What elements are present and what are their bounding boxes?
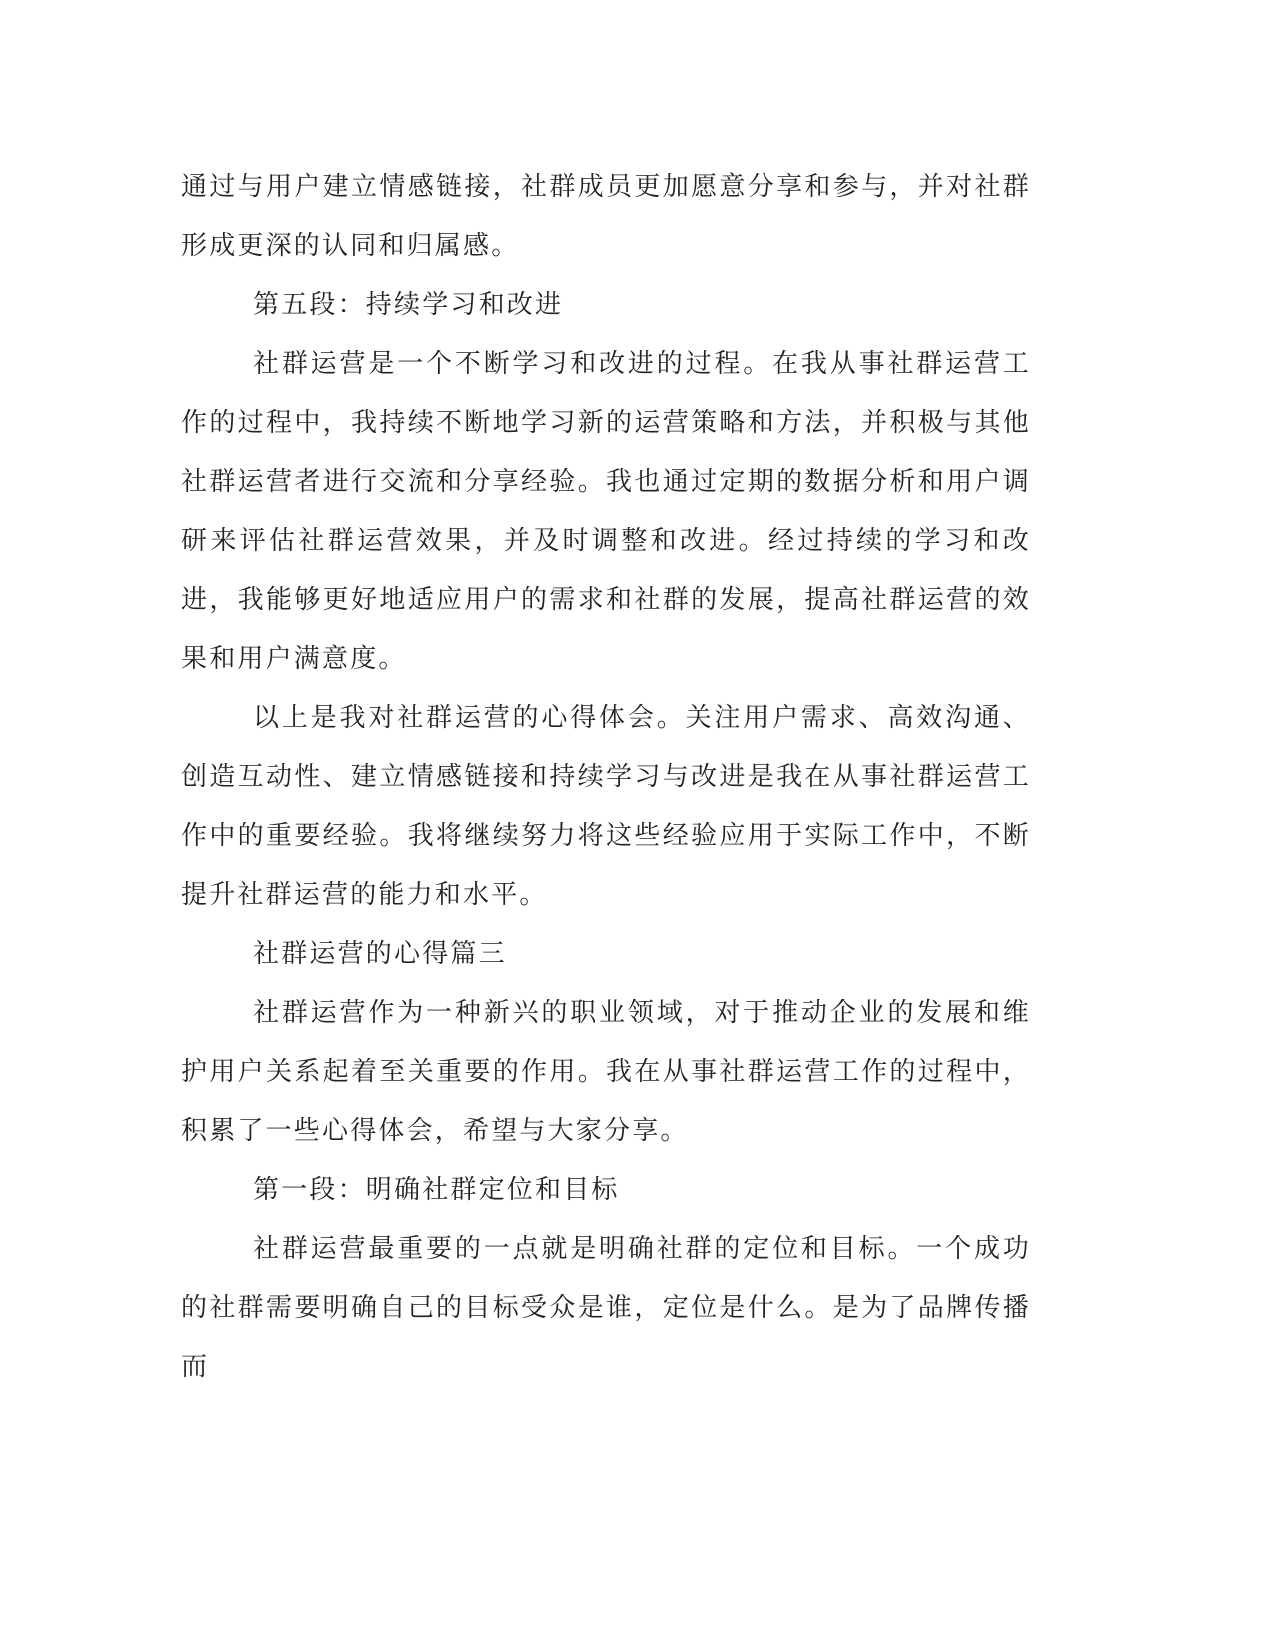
paragraph-intro: 社群运营作为一种新兴的职业领域，对于推动企业的发展和维护用户关系起着至关重要的作用。我在从事社群运营工作的过程中，积累了一些心得体会，希望与大家分享。: [181, 998, 1031, 1146]
paragraph-continuation: 通过与用户建立情感链接，社群成员更加愿意分享和参与，并对社群形成更深的认同和归属感。: [181, 172, 1031, 261]
section-heading-part5: 第五段：持续学习和改进: [253, 290, 564, 320]
article-title-part3: 社群运营的心得篇三: [253, 939, 507, 969]
paragraph-positioning: 社群运营最重要的一点就是明确社群的定位和目标。一个成功的社群需要明确自己的目标受众是谁，定位是什么。是为了品牌传播而: [181, 1234, 1031, 1382]
paragraph-learning: 社群运营是一个不断学习和改进的过程。在我从事社群运营工作的过程中，我持续不断地学习新的运营策略和方法，并积极与其他社群运营者进行交流和分享经验。我也通过定期的数据分析和用户调研来评估社群运营效果，并及时调整和改进。经过持续的学习和改进，我能够更好地适应用户的需求和社群的发展，提高社群运营的效果和用户满意度。: [181, 349, 1031, 674]
paragraph-summary: 以上是我对社群运营的心得体会。关注用户需求、高效沟通、创造互动性、建立情感链接和持续学习与改进是我在从事社群运营工作中的重要经验。我将继续努力将这些经验应用于实际工作中，不断提升社群运营的能力和水平。: [181, 703, 1031, 910]
document-body: [181, 158, 1031, 1397]
section-heading-part1: 第一段：明确社群定位和目标: [253, 1175, 620, 1205]
